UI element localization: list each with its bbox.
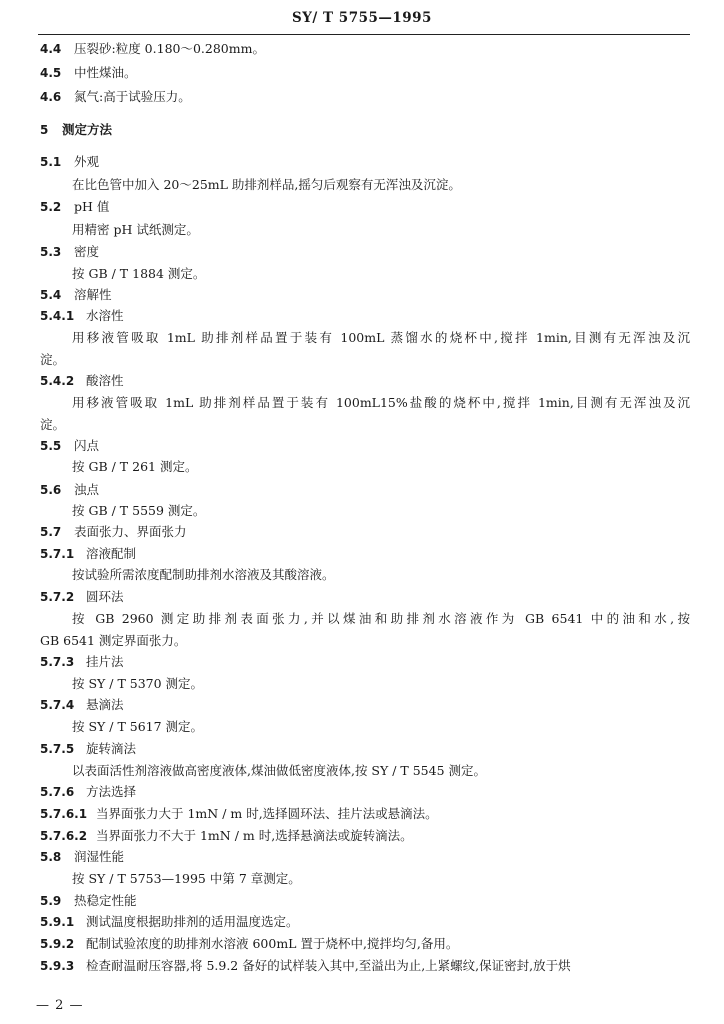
page-header: SY/ T 5755—1995 (292, 10, 432, 26)
clause-5-9-3 (40, 957, 690, 975)
body-line: 按试验所需浓度配制助排剂水溶液及其酸溶液。 (72, 567, 335, 582)
clause-title: 水溶性 (86, 308, 124, 323)
clause-number: 5.7.4 (40, 698, 75, 712)
clause-5-7-2 (40, 588, 124, 606)
clause-5-7-6 (40, 783, 136, 801)
clause-5-6 (40, 481, 99, 499)
clause-title: 悬滴法 (86, 697, 124, 712)
clause-title: 溶液配制 (86, 546, 137, 561)
section-title: 测定方法 (62, 122, 113, 137)
clause-title: 圆环法 (86, 589, 124, 604)
body-line: 按 SY / T 5370 测定。 (72, 676, 204, 691)
clause-title: 方法选择 (86, 784, 137, 799)
clause-5-7-3 (40, 653, 124, 671)
clause-5-5 (40, 437, 99, 455)
clause-5-7 (40, 523, 187, 541)
clause-4-5 (40, 64, 137, 82)
clause-title: 浊点 (74, 482, 100, 497)
clause-5-9-2 (40, 935, 458, 953)
body-line-continued: GB 6541 测定界面张力。 (40, 633, 187, 648)
clause-title: 酸溶性 (86, 373, 124, 388)
clause-title: 闪点 (74, 438, 100, 453)
clause-5-7-4 (40, 696, 124, 714)
clause-title: 密度 (74, 244, 100, 259)
clause-5-2 (40, 198, 109, 216)
clause-title: 润湿性能 (74, 849, 125, 864)
clause-text: 氮气:高于试验压力。 (74, 89, 191, 104)
clause-number: 5.4.2 (40, 374, 75, 388)
clause-number: 5.7 (40, 525, 62, 539)
clause-text: 检查耐温耐压容器,将 5.9.2 备好的试样装入其中,至溢出为止,上紧螺纹,保证密封,放于烘 (86, 958, 571, 973)
clause-number: 5.7.6.1 (40, 807, 88, 821)
body-line-continued: 淀。 (40, 352, 66, 367)
clause-number: 5.9.3 (40, 959, 75, 973)
clause-number: 5.7.2 (40, 590, 75, 604)
body-line: 用移液管吸取 1mL 助排剂样品置于装有 100mL 蒸馏水的烧杯中,搅拌 1min,目测有无浑浊及沉 (72, 330, 690, 345)
clause-text: 当界面张力不大于 1mN / m 时,选择悬滴法或旋转滴法。 (96, 828, 413, 843)
clause-title: 外观 (74, 154, 100, 169)
body-line: 以表面活性剂溶液做高密度液体,煤油做低密度液体,按 SY / T 5545 测定。 (72, 763, 486, 778)
body-line: 按 GB / T 261 测定。 (72, 459, 198, 474)
body-line: 按 GB 2960 测定助排剂表面张力,并以煤油和助排剂水溶液作为 GB 6541 中的油和水,按 (72, 611, 690, 626)
clause-title: 溶解性 (74, 287, 112, 302)
body-line: 按 GB / T 1884 测定。 (72, 266, 206, 281)
clause-number: 5.2 (40, 200, 62, 214)
clause-5-7-6-1 (40, 805, 438, 823)
clause-number: 5.7.3 (40, 655, 75, 669)
body-line-continued: 淀。 (40, 417, 66, 432)
body-line: 用精密 pH 试纸测定。 (72, 222, 199, 237)
clause-5-4 (40, 286, 112, 304)
clause-5-9-1 (40, 913, 299, 931)
clause-5-9 (40, 892, 137, 910)
clause-5-7-5 (40, 740, 136, 758)
clause-number: 5.4.1 (40, 309, 75, 323)
clause-number: 5.8 (40, 850, 62, 864)
body-line: 按 GB / T 5559 测定。 (72, 503, 206, 518)
clause-4-4 (40, 40, 265, 58)
clause-number: 5.5 (40, 439, 62, 453)
clause-5-4-2 (40, 372, 124, 390)
clause-5-1 (40, 153, 99, 171)
clause-number: 5.9 (40, 894, 62, 908)
clause-number: 5.7.6 (40, 785, 75, 799)
clause-number: 5.9.1 (40, 915, 75, 929)
section-5-heading (40, 121, 112, 139)
clause-number: 4.5 (40, 66, 62, 80)
body-line: 按 SY / T 5617 测定。 (72, 719, 204, 734)
clause-5-4-1 (40, 307, 124, 325)
clause-title: 旋转滴法 (86, 741, 137, 756)
body-line: 用移液管吸取 1mL 助排剂样品置于装有 100mL15%盐酸的烧杯中,搅拌 1min,目测有无浑浊及沉 (72, 395, 690, 410)
clause-text: 压裂砂:粒度 0.180～0.280mm。 (74, 41, 265, 56)
clause-5-3 (40, 243, 99, 261)
clause-5-7-6-2 (40, 827, 413, 845)
page-number: — 2 — (36, 998, 84, 1013)
clause-number: 5.7.5 (40, 742, 75, 756)
section-number: 5 (40, 123, 49, 137)
header-rule (38, 34, 690, 35)
clause-title: 表面张力、界面张力 (74, 524, 187, 539)
clause-title: 挂片法 (86, 654, 124, 669)
clause-text: 中性煤油。 (74, 65, 137, 80)
clause-text: 测试温度根据助排剂的适用温度选定。 (86, 914, 299, 929)
clause-number: 5.7.1 (40, 547, 75, 561)
clause-number: 5.4 (40, 288, 62, 302)
body-line: 在比色管中加入 20～25mL 助排剂样品,摇匀后观察有无浑浊及沉淀。 (72, 177, 461, 192)
clause-text: 当界面张力大于 1mN / m 时,选择圆环法、挂片法或悬滴法。 (96, 806, 438, 821)
clause-number: 4.4 (40, 42, 62, 56)
clause-text: 配制试验浓度的助排剂水溶液 600mL 置于烧杯中,搅拌均匀,备用。 (86, 936, 459, 951)
clause-number: 5.3 (40, 245, 62, 259)
clause-title: pH 值 (74, 199, 110, 214)
clause-4-6 (40, 88, 191, 106)
clause-number: 5.6 (40, 483, 62, 497)
clause-5-8 (40, 848, 124, 866)
clause-title: 热稳定性能 (74, 893, 137, 908)
clause-number: 5.7.6.2 (40, 829, 88, 843)
body-line: 按 SY / T 5753—1995 中第 7 章测定。 (72, 871, 301, 886)
clause-5-7-1 (40, 545, 136, 563)
clause-number: 4.6 (40, 90, 62, 104)
clause-number: 5.9.2 (40, 937, 75, 951)
clause-number: 5.1 (40, 155, 62, 169)
